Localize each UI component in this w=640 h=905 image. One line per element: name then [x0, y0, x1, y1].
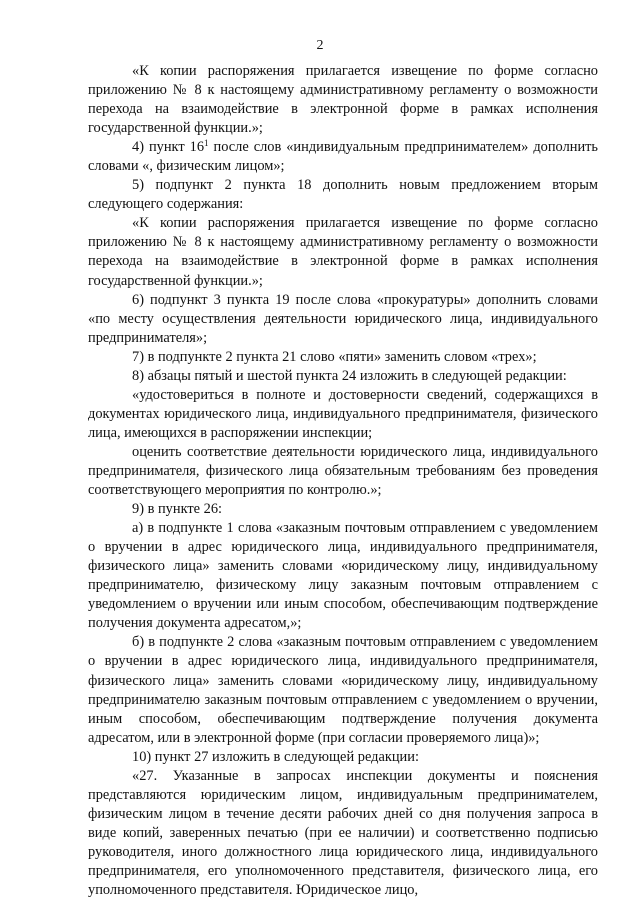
document-body — [88, 62, 598, 900]
paragraph-2-rest: после слов «индивидуальным предпринимателем» дополнить словами «, физическим лицом»; — [88, 139, 598, 175]
paragraph-8: «удостовериться в полноте и достоверности сведений, содержащихся в документах юридического лица, индивидуального предпринимателя, физического лица, имеющихся в распоряжении инспекции; — [88, 386, 598, 441]
page-number: 2 — [316, 38, 324, 53]
paragraph-9: оценить соответствие деятельности юридического лица, индивидуального предпринимателя, физического лица обязательным требованиям без проведения соответствующего мероприятия по контролю.»; — [88, 443, 598, 499]
paragraph-14: «27. Указанные в запросах инспекции документы и пояснения представляются юридическим лицом, индивидуальным предпринимателем, физическим лицом в течение десяти рабочих дней со дня получения запроса в виде копий, заверенных печатью (при ее наличии) и соответственно подписью руководителя, иного должностного лица юридического лица, индивидуального предпринимателя, его уполномоченного представителя, физического лица, его уполномоченного представителя. Юридическое лицо, — [88, 767, 598, 899]
paragraph-2-lead: 4) пункт 16 — [132, 139, 205, 156]
paragraph-11: а) в подпункте 1 слова «заказным почтовым отправлением с уведомлением о вручении в адрес юридического лица, индивидуального предпринимателя, физического лица» заменить словами «юридическому лицу, индивидуальному предпринимателю, физическому лицу заказным почтовым отправлением с уведомлением о вручении или иным способом, обеспечивающим подтверждение получения документа адресатом,»; — [88, 520, 598, 632]
paragraph-12: б) в подпункте 2 слова «заказным почтовым отправлением с уведомлением о вручении в адрес юридического лица, индивидуального предпринимателя, физического лица» заменить словами «юридическому лицу, индивидуальному предпринимателю заказным почтовым отправлением с уведомлением о вручении, иным способом, обеспечивающим подтверждение получения документа адресатом, или в электронной форме (при согласии проверяемого лица)»; — [88, 634, 598, 746]
paragraph-2-superscript: 1 — [204, 138, 209, 149]
paragraph-5: 6) подпункт 3 пункта 19 после слова «прокуратуры» дополнить словами «по месту осуществления деятельности юридического лица, индивидуального предпринимателя»; — [88, 291, 598, 346]
paragraph-13: 10) пункт 27 изложить в следующей редакции: — [132, 748, 419, 765]
paragraph-10: 9) в пункте 26: — [132, 501, 223, 518]
paragraph-7: 8) абзацы пятый и шестой пункта 24 изложить в следующей редакции: — [132, 367, 567, 384]
paragraph-1: «К копии распоряжения прилагается извещение по форме согласно приложению № 8 к настоящему административному регламенту о возможности перехода на взаимодействие в электронной форме в рамках исполнения государственной функции.»; — [88, 63, 598, 137]
paragraph-3: 5) подпункт 2 пункта 18 дополнить новым предложением вторым следующего содержания: — [88, 177, 598, 213]
paragraph-2 — [88, 138, 598, 176]
paragraph-4: «К копии распоряжения прилагается извещение по форме согласно приложению № 8 к настоящему административному регламенту о возможности перехода на взаимодействие в электронной форме в рамках исполнения государственной функции.»; — [88, 215, 598, 289]
paragraph-6: 7) в подпункте 2 пункта 21 слово «пяти» заменить словом «трех»; — [132, 348, 537, 365]
